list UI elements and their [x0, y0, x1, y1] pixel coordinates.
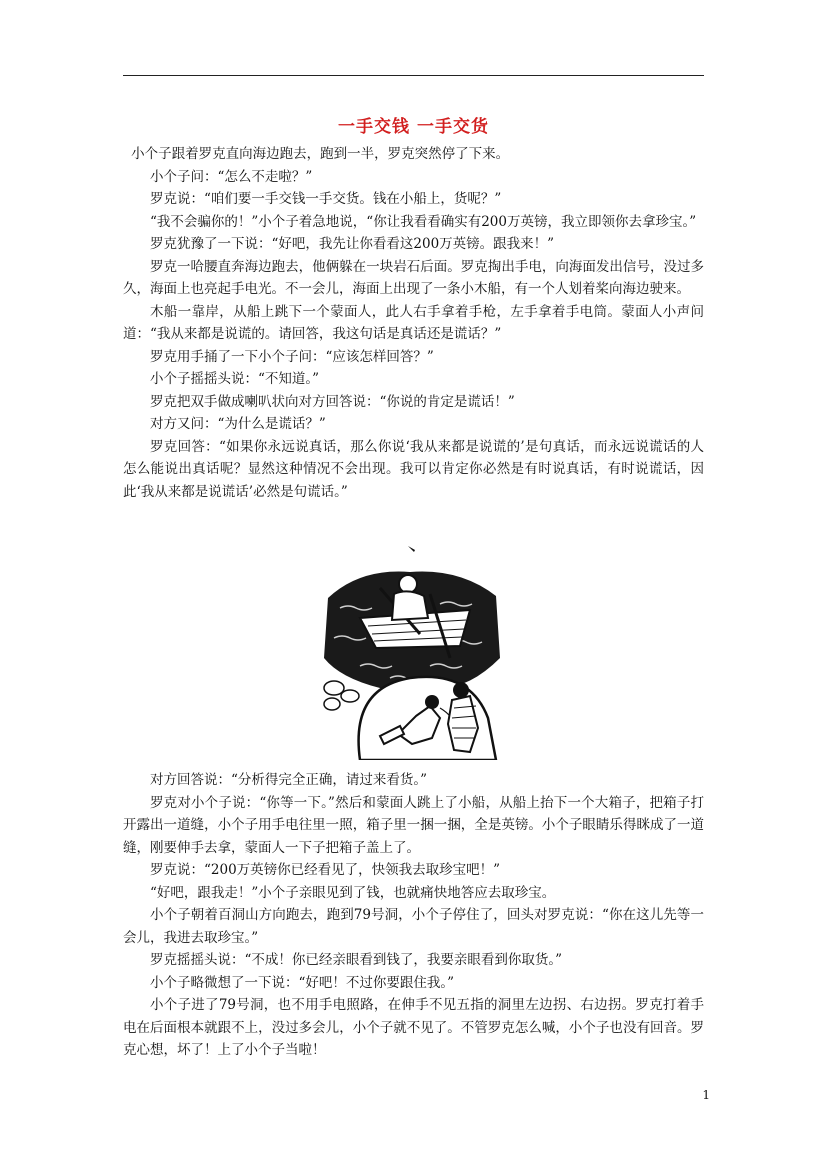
rower-head	[399, 575, 417, 593]
paragraph: 小个子进了79号洞，也不用手电照路，在伸手不见五指的洞里左边拐、右边拐。罗克打着手电在后面根本就跟不上，没过多会儿，小个子就不见了。不管罗克怎么喊，小个子也没有回音。罗克心想，坏了！上了小个子当啦！	[123, 997, 704, 1058]
paragraph: 小个子摇摇头说：“不知道。”	[150, 371, 320, 387]
page-number: 1	[702, 1088, 710, 1102]
paragraph: 罗克把双手做成喇叭状向对方回答说：“你说的肯定是谎话！”	[150, 393, 515, 410]
boat-rock-illustration	[320, 538, 506, 760]
paragraph: 小个子跟着罗克直向海边跑去，跑到一半，罗克突然停了下来。	[131, 146, 510, 162]
paragraph: 小个子略微想了一下说：“好吧！不过你要跟住我。”	[150, 974, 455, 991]
header-rule	[123, 75, 704, 76]
paragraph: 对方又问：“为什么是谎话？”	[150, 416, 326, 432]
story-text-top	[123, 143, 704, 503]
paragraph: 罗克一哈腰直奔海边跑去，他俩躲在一块岩石后面。罗克掏出手电，向海面发出信号，没过多久，海面上也亮起手电光。不一会儿，海面上出现了一条小木船，有一个人划着桨向海边驶来。	[123, 258, 704, 297]
paragraph: 罗克对小个子说：“你等一下。”然后和蒙面人跳上了小船，从船上抬下一个大箱子，把箱子打开露出一道缝，小个子用手电往里一照，箱子里一捆一捆，全是英镑。小个子眼睛乐得眯成了一道缝，刚要伸手去拿，蒙面人一下子把箱子盖上了。	[123, 794, 704, 856]
paragraph: 罗克犹豫了一下说：“好吧，我先让你看看这200万英镑。跟我来！”	[150, 236, 555, 252]
paragraph: 小个子问：“怎么不走啦？”	[150, 168, 313, 185]
paragraph: “我不会骗你的！”小个子着急地说，“你让我看看确实有200万英镑，我立即领你去拿珍宝。”	[150, 213, 697, 230]
page-title: 一手交钱 一手交货	[338, 117, 489, 137]
paragraph: 罗克回答：“如果你永远说真话，那么你说‘我从来都是说谎的’是句真话，而永远说谎话的人怎么能说出真话呢？显然这种情况不会出现。我可以肯定你必然是有时说真话，有时说谎话，因此‘我从来都是说谎话’必然是句谎话。”	[123, 438, 704, 500]
paragraph: “好吧，跟我走！”小个子亲眼见到了钱，也就痛快地答应去取珍宝。	[150, 884, 556, 901]
rower-body	[392, 591, 428, 620]
paragraph: 罗克摇摇头说：“不成！你已经亲眼看到钱了，我要亲眼看到你取货。”	[150, 952, 563, 968]
paragraph: 罗克说：“咱们要一手交钱一手交货。钱在小船上，货呢？”	[150, 191, 502, 207]
paragraph: 罗克说：“200万英镑你已经看见了，快领我去取珍宝吧！”	[150, 862, 501, 878]
paragraph: 木船一靠岸，从船上跳下一个蒙面人，此人右手拿着手枪，左手拿着手电筒。蒙面人小声问道：“我从来都是说谎的。请回答，我这句话是真话还是谎话？”	[123, 303, 704, 342]
paragraph: 罗克用手捅了一下小个子问：“应该怎样回答？”	[150, 348, 434, 365]
paragraph: 对方回答说：“分析得完全正确，请过来看货。”	[150, 772, 428, 788]
paragraph: 小个子朝着百洞山方向跑去，跑到79号洞，小个子停住了，回头对罗克说：“你在这儿先等一会儿，我进去取珍宝。”	[123, 907, 704, 946]
story-text-bottom	[123, 769, 704, 1062]
seagull-icon	[408, 544, 418, 552]
